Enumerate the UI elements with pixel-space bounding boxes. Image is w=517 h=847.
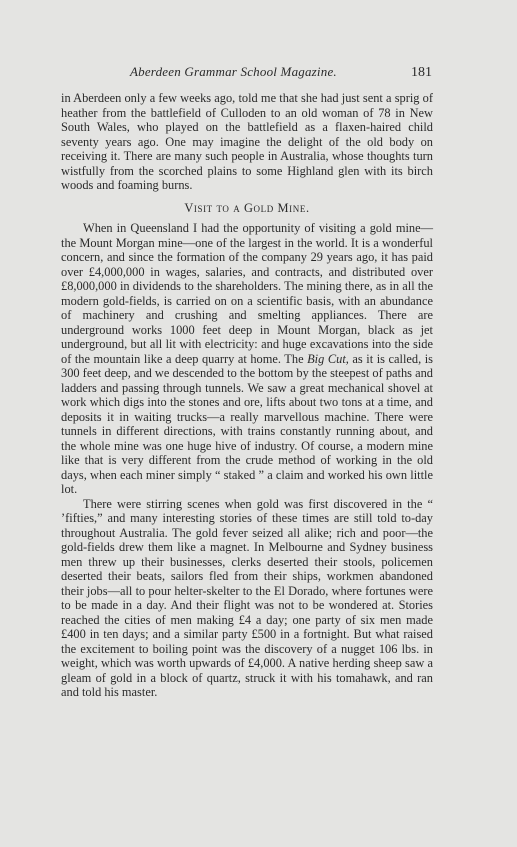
paragraph-3: There were stirring scenes when gold was first discovered in the “ ’fifties,” and many interesting stories of these times are still told to-day throughout Australia. The gold fever seized all alike; rich and poor—the gold-fields drew them like a magnet. In Melbourne and Sydney business men threw up their businesses, clerks deserted their stools, policemen deserted their beats, sailors fled from their ships, workmen abandoned their jobs—all to pour helter-skelter to the El Dorado, where fortunes were to be made in a day. And their flight was not to be wondered at. Stories reached the cities of men making £4 a day; one party of six men made £400 in ten days; and a similar party £500 in a fortnight. But what raised the excitement to boiling point was the discovery of a nugget 106 lbs. in weight, which was worth upwards of £4,000. A native herding sheep saw a gleam of gold in a block of quartz, struck it with his tomahawk, and ran and told his master. — [61, 496, 433, 699]
page-number: 181 — [411, 65, 432, 80]
big-cut-italic: Big Cut, — [307, 351, 349, 366]
paragraph-2-text-a: When in Queensland I had the opportunity of visiting a gold mine—the Mount Morgan mine—one of the largest in the world. It is a wonderful concern, and since the formation of the company 29 years ago, it has paid over £4,000,000 in wages, salaries, and contracts, and distributed over £8,000,000 in dividends to the shareholders. The mining there, as in all the modern gold-fields, is carried on on a scientific basis, with an abundance of machinery and crushing and smelting appliances. There are underground works 1000 feet deep in Mount Morgan, black as jet underground, but all lit with electricity: and huge excavations into the side of the mountain like a deep quarry at home. The — [61, 221, 433, 366]
magazine-title: Aberdeen Grammar School Magazine. — [130, 64, 337, 79]
paragraph-1: in Aberdeen only a few weeks ago, told me that she had just sent a sprig of heather from the battlefield of Culloden to an old woman of 78 in New South Wales, who played on the battlefield as a flaxen-haired child seventy years ago. One may imagine the delight of the old body on receiving it. There are many such people in Australia, whose thoughts turn wistfully from the scorched plains to some Highland glen with its birch woods and foaming burns. — [61, 91, 433, 192]
paragraph-2-text-b: as it is called, is 300 feet deep, and we descended to the bottom by the steepest of paths and ladders and passing through tunnels. We saw a great mechanical shovel at work which digs into the stones and ore, lifts about two tons at a time, and deposits it in waiting trucks—a really marvellous machine. There were tunnels in different directions, with trains constantly running about, and the whole mine was one huge hive of industry. Of course, a modern mine like that is very different from the crude method of working in the old days, when each miner simply “ staked ” a claim and worked his own little lot. — [61, 351, 433, 496]
paragraph-2 — [61, 221, 433, 497]
article-body — [61, 91, 433, 700]
section-heading: Visit to a Gold Mine. — [184, 200, 310, 215]
running-header — [60, 64, 432, 81]
